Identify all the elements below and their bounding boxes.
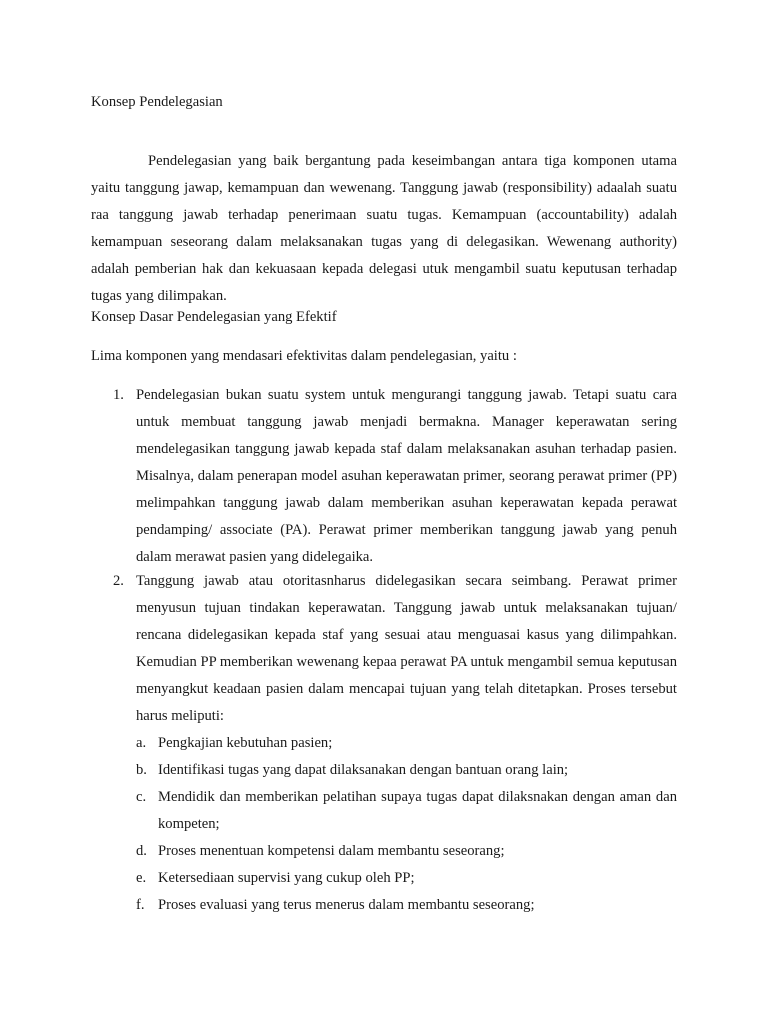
sub-item-f — [136, 892, 677, 919]
sub-item-a — [136, 730, 677, 757]
list-item-1 — [113, 382, 677, 571]
list-item-2 — [113, 568, 677, 730]
sub-item-e — [136, 865, 677, 892]
sub-item-letter: f. — [136, 897, 145, 913]
sub-item-letter: d. — [136, 843, 147, 859]
paragraph-pendelegasian: Pendelegasian yang baik bergantung pada keseimbangan antara tiga komponen utama yaitu tanggung jawap, kemampuan dan wewenang. Tanggung jawab (responsibility) adaalah suatu raa tanggung jawab terhadap penerimaan suatu tugas. Kemampuan (accountability) adalah kemampuan seseorang dalam melaksanakan tugas yang di delegasikan. Wewenang authority) adalah pemberian hak dan kekuasaan kepada delegasi utuk mengambil suatu keputusan terhadap tugas yang dilimpakan. — [91, 153, 677, 304]
section-heading-konsep-dasar: Konsep Dasar Pendelegasian yang Efektif — [91, 309, 337, 325]
sub-item-text: Mendidik dan memberikan pelatihan supaya tugas dapat dilaksnakan dengan aman dan kompeten; — [158, 789, 677, 832]
sub-item-text: Proses evaluasi yang terus menerus dalam membantu seseorang; — [158, 897, 535, 913]
sub-item-text: Identifikasi tugas yang dapat dilaksanakan dengan bantuan orang lain; — [158, 762, 569, 778]
list-item-tail: Proses tersebut harus meliputi: — [136, 681, 677, 724]
sub-item-letter: b. — [136, 762, 147, 778]
section-heading-konsep-pendelegasian: Konsep Pendelegasian — [91, 94, 223, 110]
list-item-text: Tanggung jawab atau otoritasnharus didelegasikan secara seimbang. Perawat primer menyusun tujuan tindakan keperawatan. Tanggung jawab untuk melaksanakan tujuan/ rencana didelegasikan kepada staf yang sesuai atau menguasai kasus yang dilimpahkan. Kemudian PP memberikan wewenang kepaa perawat PA untuk mengambil semua keputusan menyangkut keadaan pasien dalam mencapai tujuan yang telah ditetapkan. Proses tersebut harus meliputi: — [136, 573, 677, 724]
sub-item-text: Ketersediaan supervisi yang cukup oleh PP; — [158, 870, 415, 886]
sub-item-b — [136, 757, 677, 784]
sub-item-d — [136, 838, 677, 865]
list-number: 2. — [113, 573, 124, 589]
list-item-text: Pendelegasian bukan suatu system untuk mengurangi tanggung jawab. Tetapi suatu cara untuk membuat tanggung jawab menjadi bermakna. Manager keperawatan sering mendelegasikan tanggung jawab kepada staf dalam melaksanakan asuhan terhadap pasien. Misalnya, dalam penerapan model asuhan keperawatan primer, seorang perawat primer (PP) melimpahkan tanggung jawab dalam memberikan asuhan keperawatan kepada perawat pendamping/ associate (PA). Perawat primer memberikan tanggung jawab yang penuh dalam merawat pasien yang didelegaika. — [136, 387, 677, 565]
sub-item-text: Proses menentuan kompetensi dalam membantu seseorang; — [158, 843, 505, 859]
intro-sentence: Lima komponen yang mendasari efektivitas dalam pendelegasian, yaitu : — [91, 348, 517, 364]
sub-item-letter: e. — [136, 870, 147, 886]
sub-item-letter: a. — [136, 735, 147, 751]
sub-item-c — [136, 784, 677, 838]
list-number: 1. — [113, 387, 124, 403]
sub-item-text: Pengkajian kebutuhan pasien; — [158, 735, 333, 751]
sub-item-letter: c. — [136, 789, 147, 805]
